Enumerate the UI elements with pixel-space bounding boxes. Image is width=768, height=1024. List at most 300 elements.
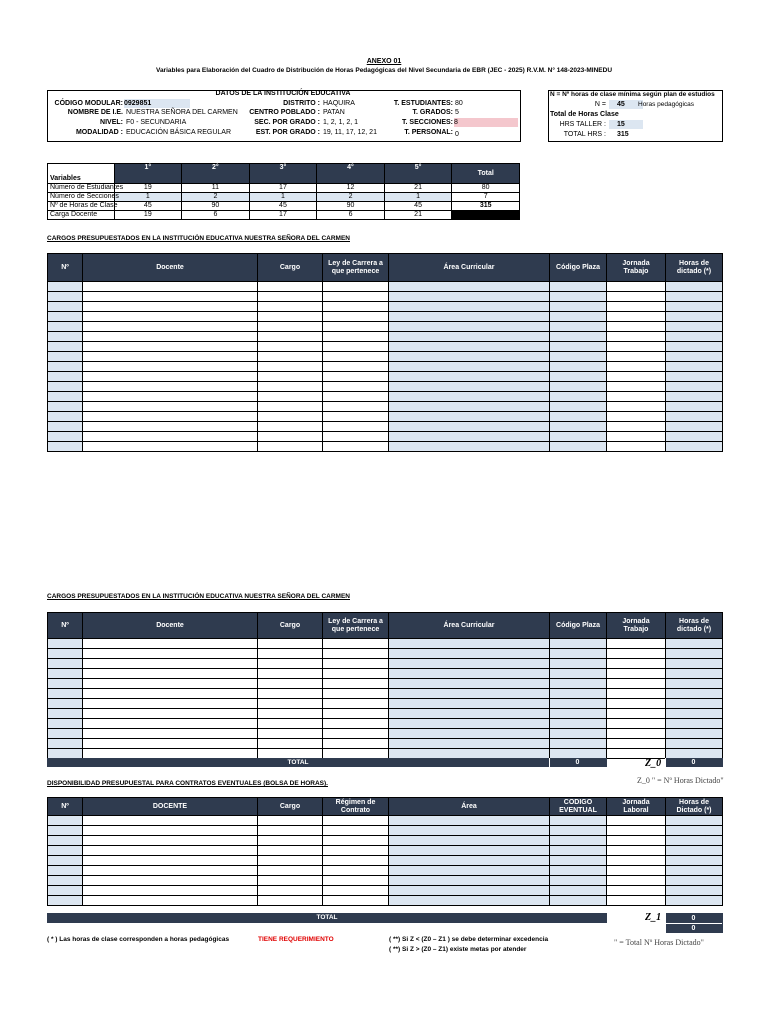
empty-cell[interactable] xyxy=(83,392,258,402)
empty-cell[interactable] xyxy=(83,699,258,709)
empty-cell[interactable] xyxy=(323,312,389,322)
empty-cell[interactable] xyxy=(48,866,83,876)
empty-cell[interactable] xyxy=(323,372,389,382)
empty-cell[interactable] xyxy=(48,709,83,719)
empty-cell[interactable] xyxy=(258,816,323,826)
empty-cell[interactable] xyxy=(550,352,607,362)
empty-cell[interactable] xyxy=(550,312,607,322)
empty-cell[interactable] xyxy=(666,382,723,392)
empty-cell[interactable] xyxy=(83,282,258,292)
empty-cell[interactable] xyxy=(323,442,389,452)
empty-cell[interactable] xyxy=(666,826,723,836)
empty-cell[interactable] xyxy=(550,886,607,896)
empty-cell[interactable] xyxy=(389,836,550,846)
empty-cell[interactable] xyxy=(323,709,389,719)
empty-cell[interactable] xyxy=(607,669,666,679)
empty-cell[interactable] xyxy=(550,836,607,846)
empty-cell[interactable] xyxy=(607,382,666,392)
empty-cell[interactable] xyxy=(48,856,83,866)
empty-cell[interactable] xyxy=(83,669,258,679)
empty-cell[interactable] xyxy=(666,846,723,856)
empty-cell[interactable] xyxy=(389,866,550,876)
empty-cell[interactable] xyxy=(607,659,666,669)
empty-cell[interactable] xyxy=(48,342,83,352)
empty-cell[interactable] xyxy=(666,342,723,352)
empty-cell[interactable] xyxy=(550,432,607,442)
empty-cell[interactable] xyxy=(258,382,323,392)
empty-cell[interactable] xyxy=(83,352,258,362)
empty-cell[interactable] xyxy=(550,342,607,352)
empty-cell[interactable] xyxy=(48,739,83,749)
empty-cell[interactable] xyxy=(258,392,323,402)
empty-cell[interactable] xyxy=(389,382,550,392)
empty-cell[interactable] xyxy=(389,422,550,432)
empty-cell[interactable] xyxy=(48,669,83,679)
empty-cell[interactable] xyxy=(48,412,83,422)
empty-cell[interactable] xyxy=(83,649,258,659)
empty-cell[interactable] xyxy=(389,669,550,679)
empty-cell[interactable] xyxy=(550,719,607,729)
empty-cell[interactable] xyxy=(607,826,666,836)
empty-cell[interactable] xyxy=(666,739,723,749)
empty-cell[interactable] xyxy=(83,826,258,836)
empty-cell[interactable] xyxy=(666,816,723,826)
empty-cell[interactable] xyxy=(389,856,550,866)
empty-cell[interactable] xyxy=(83,659,258,669)
empty-cell[interactable] xyxy=(48,372,83,382)
empty-cell[interactable] xyxy=(389,886,550,896)
empty-cell[interactable] xyxy=(48,679,83,689)
empty-cell[interactable] xyxy=(389,729,550,739)
empty-cell[interactable] xyxy=(550,412,607,422)
empty-cell[interactable] xyxy=(607,649,666,659)
empty-cell[interactable] xyxy=(83,412,258,422)
empty-cell[interactable] xyxy=(550,689,607,699)
empty-cell[interactable] xyxy=(666,302,723,312)
empty-cell[interactable] xyxy=(83,382,258,392)
empty-cell[interactable] xyxy=(48,302,83,312)
empty-cell[interactable] xyxy=(389,826,550,836)
empty-cell[interactable] xyxy=(550,896,607,906)
empty-cell[interactable] xyxy=(48,836,83,846)
empty-cell[interactable] xyxy=(607,846,666,856)
empty-cell[interactable] xyxy=(83,836,258,846)
empty-cell[interactable] xyxy=(48,382,83,392)
empty-cell[interactable] xyxy=(258,729,323,739)
empty-cell[interactable] xyxy=(323,292,389,302)
empty-cell[interactable] xyxy=(666,689,723,699)
empty-cell[interactable] xyxy=(323,392,389,402)
empty-cell[interactable] xyxy=(48,402,83,412)
empty-cell[interactable] xyxy=(550,816,607,826)
empty-cell[interactable] xyxy=(48,689,83,699)
empty-cell[interactable] xyxy=(389,639,550,649)
empty-cell[interactable] xyxy=(48,332,83,342)
empty-cell[interactable] xyxy=(389,709,550,719)
empty-cell[interactable] xyxy=(550,669,607,679)
empty-cell[interactable] xyxy=(83,689,258,699)
empty-cell[interactable] xyxy=(258,856,323,866)
empty-cell[interactable] xyxy=(48,896,83,906)
empty-cell[interactable] xyxy=(389,649,550,659)
empty-cell[interactable] xyxy=(607,679,666,689)
empty-cell[interactable] xyxy=(550,292,607,302)
empty-cell[interactable] xyxy=(607,709,666,719)
empty-cell[interactable] xyxy=(389,816,550,826)
empty-cell[interactable] xyxy=(323,876,389,886)
empty-cell[interactable] xyxy=(258,866,323,876)
empty-cell[interactable] xyxy=(323,669,389,679)
empty-cell[interactable] xyxy=(550,322,607,332)
empty-cell[interactable] xyxy=(83,302,258,312)
empty-cell[interactable] xyxy=(323,679,389,689)
empty-cell[interactable] xyxy=(666,639,723,649)
empty-cell[interactable] xyxy=(666,352,723,362)
empty-cell[interactable] xyxy=(83,332,258,342)
empty-cell[interactable] xyxy=(258,896,323,906)
empty-cell[interactable] xyxy=(666,719,723,729)
empty-cell[interactable] xyxy=(323,352,389,362)
empty-cell[interactable] xyxy=(83,719,258,729)
empty-cell[interactable] xyxy=(607,352,666,362)
empty-cell[interactable] xyxy=(258,876,323,886)
empty-cell[interactable] xyxy=(83,639,258,649)
empty-cell[interactable] xyxy=(48,432,83,442)
empty-cell[interactable] xyxy=(48,312,83,322)
empty-cell[interactable] xyxy=(83,292,258,302)
empty-cell[interactable] xyxy=(258,322,323,332)
empty-cell[interactable] xyxy=(48,422,83,432)
empty-cell[interactable] xyxy=(550,392,607,402)
empty-cell[interactable] xyxy=(258,669,323,679)
empty-cell[interactable] xyxy=(258,342,323,352)
empty-cell[interactable] xyxy=(83,749,258,759)
empty-cell[interactable] xyxy=(258,826,323,836)
empty-cell[interactable] xyxy=(48,886,83,896)
empty-cell[interactable] xyxy=(258,639,323,649)
empty-cell[interactable] xyxy=(323,342,389,352)
empty-cell[interactable] xyxy=(258,836,323,846)
empty-cell[interactable] xyxy=(607,282,666,292)
empty-cell[interactable] xyxy=(389,292,550,302)
empty-cell[interactable] xyxy=(666,886,723,896)
empty-cell[interactable] xyxy=(48,352,83,362)
empty-cell[interactable] xyxy=(607,312,666,322)
empty-cell[interactable] xyxy=(323,402,389,412)
empty-cell[interactable] xyxy=(550,826,607,836)
empty-cell[interactable] xyxy=(323,689,389,699)
empty-cell[interactable] xyxy=(48,392,83,402)
empty-cell[interactable] xyxy=(666,679,723,689)
empty-cell[interactable] xyxy=(550,402,607,412)
empty-cell[interactable] xyxy=(607,729,666,739)
empty-cell[interactable] xyxy=(666,372,723,382)
empty-cell[interactable] xyxy=(666,729,723,739)
empty-cell[interactable] xyxy=(666,669,723,679)
empty-cell[interactable] xyxy=(607,639,666,649)
empty-cell[interactable] xyxy=(666,856,723,866)
empty-cell[interactable] xyxy=(550,332,607,342)
empty-cell[interactable] xyxy=(83,739,258,749)
empty-cell[interactable] xyxy=(258,362,323,372)
empty-cell[interactable] xyxy=(48,729,83,739)
empty-cell[interactable] xyxy=(607,866,666,876)
empty-cell[interactable] xyxy=(389,846,550,856)
empty-cell[interactable] xyxy=(389,432,550,442)
empty-cell[interactable] xyxy=(550,876,607,886)
empty-cell[interactable] xyxy=(258,292,323,302)
empty-cell[interactable] xyxy=(323,282,389,292)
empty-cell[interactable] xyxy=(389,679,550,689)
empty-cell[interactable] xyxy=(666,422,723,432)
empty-cell[interactable] xyxy=(258,312,323,322)
empty-cell[interactable] xyxy=(83,709,258,719)
empty-cell[interactable] xyxy=(550,699,607,709)
empty-cell[interactable] xyxy=(48,322,83,332)
empty-cell[interactable] xyxy=(83,846,258,856)
empty-cell[interactable] xyxy=(607,302,666,312)
empty-cell[interactable] xyxy=(389,749,550,759)
empty-cell[interactable] xyxy=(550,372,607,382)
empty-cell[interactable] xyxy=(258,332,323,342)
empty-cell[interactable] xyxy=(666,866,723,876)
empty-cell[interactable] xyxy=(258,749,323,759)
empty-cell[interactable] xyxy=(666,362,723,372)
empty-cell[interactable] xyxy=(389,739,550,749)
empty-cell[interactable] xyxy=(83,816,258,826)
empty-cell[interactable] xyxy=(389,876,550,886)
empty-cell[interactable] xyxy=(323,422,389,432)
empty-cell[interactable] xyxy=(323,302,389,312)
empty-cell[interactable] xyxy=(48,749,83,759)
empty-cell[interactable] xyxy=(607,816,666,826)
empty-cell[interactable] xyxy=(258,302,323,312)
empty-cell[interactable] xyxy=(389,719,550,729)
empty-cell[interactable] xyxy=(258,432,323,442)
empty-cell[interactable] xyxy=(607,322,666,332)
empty-cell[interactable] xyxy=(323,659,389,669)
empty-cell[interactable] xyxy=(323,896,389,906)
empty-cell[interactable] xyxy=(323,816,389,826)
empty-cell[interactable] xyxy=(48,846,83,856)
empty-cell[interactable] xyxy=(550,422,607,432)
empty-cell[interactable] xyxy=(389,282,550,292)
empty-cell[interactable] xyxy=(389,442,550,452)
empty-cell[interactable] xyxy=(258,442,323,452)
empty-cell[interactable] xyxy=(666,432,723,442)
empty-cell[interactable] xyxy=(550,282,607,292)
empty-cell[interactable] xyxy=(258,679,323,689)
empty-cell[interactable] xyxy=(83,402,258,412)
empty-cell[interactable] xyxy=(607,362,666,372)
empty-cell[interactable] xyxy=(48,282,83,292)
empty-cell[interactable] xyxy=(607,836,666,846)
empty-cell[interactable] xyxy=(389,322,550,332)
empty-cell[interactable] xyxy=(83,729,258,739)
empty-cell[interactable] xyxy=(550,856,607,866)
empty-cell[interactable] xyxy=(389,362,550,372)
empty-cell[interactable] xyxy=(323,382,389,392)
empty-cell[interactable] xyxy=(607,342,666,352)
empty-cell[interactable] xyxy=(323,846,389,856)
empty-cell[interactable] xyxy=(550,679,607,689)
empty-cell[interactable] xyxy=(607,422,666,432)
empty-cell[interactable] xyxy=(323,412,389,422)
empty-cell[interactable] xyxy=(323,739,389,749)
empty-cell[interactable] xyxy=(607,896,666,906)
empty-cell[interactable] xyxy=(550,362,607,372)
empty-cell[interactable] xyxy=(323,332,389,342)
empty-cell[interactable] xyxy=(666,412,723,422)
empty-cell[interactable] xyxy=(666,709,723,719)
empty-cell[interactable] xyxy=(550,659,607,669)
empty-cell[interactable] xyxy=(389,332,550,342)
empty-cell[interactable] xyxy=(258,846,323,856)
empty-cell[interactable] xyxy=(83,886,258,896)
empty-cell[interactable] xyxy=(389,302,550,312)
empty-cell[interactable] xyxy=(607,719,666,729)
empty-cell[interactable] xyxy=(258,422,323,432)
empty-cell[interactable] xyxy=(607,442,666,452)
empty-cell[interactable] xyxy=(48,826,83,836)
empty-cell[interactable] xyxy=(389,412,550,422)
empty-cell[interactable] xyxy=(550,729,607,739)
empty-cell[interactable] xyxy=(607,432,666,442)
empty-cell[interactable] xyxy=(389,342,550,352)
empty-cell[interactable] xyxy=(550,709,607,719)
empty-cell[interactable] xyxy=(83,342,258,352)
empty-cell[interactable] xyxy=(607,886,666,896)
empty-cell[interactable] xyxy=(83,362,258,372)
empty-cell[interactable] xyxy=(607,876,666,886)
empty-cell[interactable] xyxy=(323,826,389,836)
empty-cell[interactable] xyxy=(258,886,323,896)
empty-cell[interactable] xyxy=(323,322,389,332)
empty-cell[interactable] xyxy=(666,876,723,886)
empty-cell[interactable] xyxy=(389,352,550,362)
empty-cell[interactable] xyxy=(83,856,258,866)
empty-cell[interactable] xyxy=(666,332,723,342)
empty-cell[interactable] xyxy=(83,679,258,689)
empty-cell[interactable] xyxy=(389,699,550,709)
empty-cell[interactable] xyxy=(389,392,550,402)
empty-cell[interactable] xyxy=(323,886,389,896)
empty-cell[interactable] xyxy=(666,312,723,322)
empty-cell[interactable] xyxy=(550,639,607,649)
empty-cell[interactable] xyxy=(666,836,723,846)
empty-cell[interactable] xyxy=(83,442,258,452)
empty-cell[interactable] xyxy=(389,402,550,412)
empty-cell[interactable] xyxy=(323,866,389,876)
empty-cell[interactable] xyxy=(258,719,323,729)
empty-cell[interactable] xyxy=(83,422,258,432)
empty-cell[interactable] xyxy=(48,816,83,826)
empty-cell[interactable] xyxy=(258,402,323,412)
empty-cell[interactable] xyxy=(666,649,723,659)
empty-cell[interactable] xyxy=(48,699,83,709)
empty-cell[interactable] xyxy=(258,372,323,382)
empty-cell[interactable] xyxy=(666,282,723,292)
empty-cell[interactable] xyxy=(607,856,666,866)
empty-cell[interactable] xyxy=(607,689,666,699)
empty-cell[interactable] xyxy=(607,392,666,402)
empty-cell[interactable] xyxy=(666,659,723,669)
empty-cell[interactable] xyxy=(323,432,389,442)
empty-cell[interactable] xyxy=(550,649,607,659)
empty-cell[interactable] xyxy=(83,372,258,382)
empty-cell[interactable] xyxy=(323,749,389,759)
empty-cell[interactable] xyxy=(258,689,323,699)
empty-cell[interactable] xyxy=(389,659,550,669)
empty-cell[interactable] xyxy=(258,709,323,719)
empty-cell[interactable] xyxy=(258,352,323,362)
empty-cell[interactable] xyxy=(83,312,258,322)
empty-cell[interactable] xyxy=(666,402,723,412)
empty-cell[interactable] xyxy=(389,372,550,382)
empty-cell[interactable] xyxy=(48,442,83,452)
empty-cell[interactable] xyxy=(607,749,666,759)
empty-cell[interactable] xyxy=(48,649,83,659)
empty-cell[interactable] xyxy=(83,322,258,332)
empty-cell[interactable] xyxy=(550,442,607,452)
empty-cell[interactable] xyxy=(323,639,389,649)
empty-cell[interactable] xyxy=(83,432,258,442)
empty-cell[interactable] xyxy=(83,896,258,906)
empty-cell[interactable] xyxy=(83,866,258,876)
empty-cell[interactable] xyxy=(48,719,83,729)
empty-cell[interactable] xyxy=(550,739,607,749)
empty-cell[interactable] xyxy=(607,699,666,709)
empty-cell[interactable] xyxy=(607,372,666,382)
empty-cell[interactable] xyxy=(323,719,389,729)
empty-cell[interactable] xyxy=(48,639,83,649)
empty-cell[interactable] xyxy=(323,362,389,372)
empty-cell[interactable] xyxy=(258,699,323,709)
empty-cell[interactable] xyxy=(550,866,607,876)
empty-cell[interactable] xyxy=(258,739,323,749)
empty-cell[interactable] xyxy=(323,836,389,846)
empty-cell[interactable] xyxy=(607,402,666,412)
empty-cell[interactable] xyxy=(666,699,723,709)
empty-cell[interactable] xyxy=(607,292,666,302)
empty-cell[interactable] xyxy=(666,442,723,452)
empty-cell[interactable] xyxy=(550,846,607,856)
empty-cell[interactable] xyxy=(389,896,550,906)
empty-cell[interactable] xyxy=(666,322,723,332)
empty-cell[interactable] xyxy=(666,896,723,906)
empty-cell[interactable] xyxy=(48,292,83,302)
empty-cell[interactable] xyxy=(607,412,666,422)
empty-cell[interactable] xyxy=(666,749,723,759)
empty-cell[interactable] xyxy=(323,699,389,709)
empty-cell[interactable] xyxy=(258,649,323,659)
empty-cell[interactable] xyxy=(48,876,83,886)
empty-cell[interactable] xyxy=(258,412,323,422)
empty-cell[interactable] xyxy=(666,292,723,302)
empty-cell[interactable] xyxy=(550,302,607,312)
empty-cell[interactable] xyxy=(48,659,83,669)
empty-cell[interactable] xyxy=(323,856,389,866)
empty-cell[interactable] xyxy=(389,312,550,322)
empty-cell[interactable] xyxy=(607,739,666,749)
empty-cell[interactable] xyxy=(389,689,550,699)
empty-cell[interactable] xyxy=(607,332,666,342)
empty-cell[interactable] xyxy=(48,362,83,372)
empty-cell[interactable] xyxy=(323,649,389,659)
empty-cell[interactable] xyxy=(258,282,323,292)
empty-cell[interactable] xyxy=(258,659,323,669)
empty-cell[interactable] xyxy=(550,382,607,392)
